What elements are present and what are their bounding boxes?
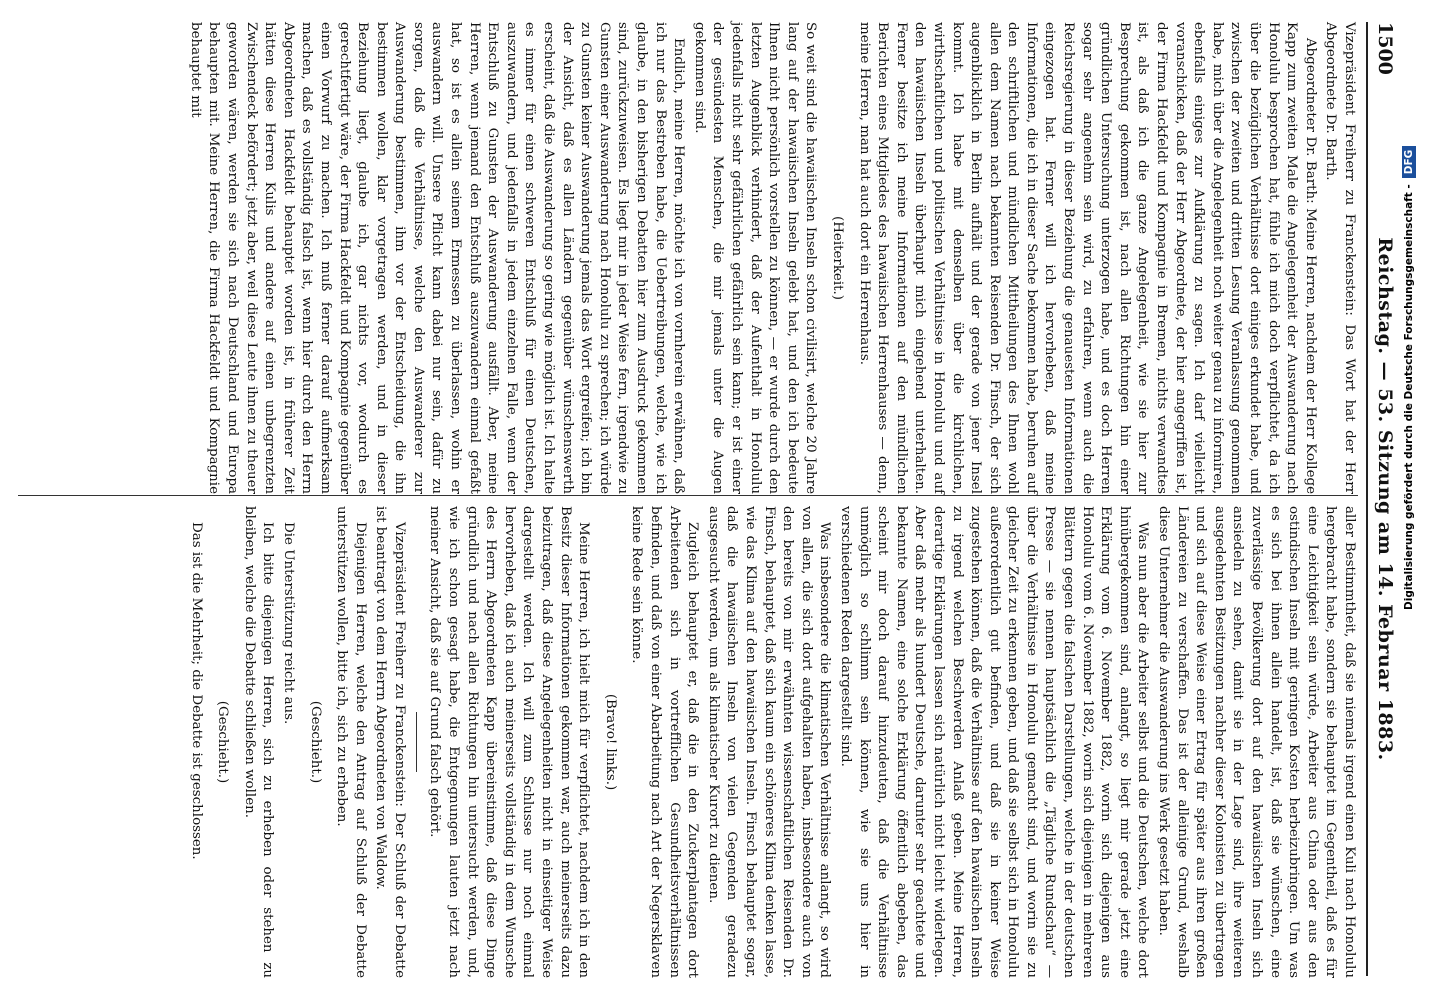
page-number: 1500: [1374, 22, 1396, 75]
paragraph: aller Bestimmtheit, daß sie niemals irgend einen Kuli nach Honolulu hergebracht habe, sondern sie behauptet im Gegentheil, daß es für eine Leichtigkeit sein würde, Arbeiter aus China oder aus den ostindischen Inseln mit geringen Kosten herbeizubringen. Um was es sich bei ihnen allein handelt, ist, daß sie wünschen, eine zuverlässige Bevölkerung dort auf den hawaiischen Inseln sich ansiedeln zu sehen, damit sie in der Lage sind, ihre weiteren ausgedehnten Besitzungen nachher dieser Kolonisten zu übertragen und sich auf diese Weise einer Ertrag für später aus ihren großen Ländereien zu verschaffen. Das ist der alleinige Grund, weshalb diese Unternehmer die Auswanderung ins Werk gesetzt haben.: [1156, 506, 1357, 978]
paragraph: So weit sind die hawaiischen Inseln schon civilisirt, welche 20 Jahre lang auf der hawaiischen Inseln gelebt hat, und den ich bedeute Ihnen nicht persönlich vorstellen zu können, — er wurde durch den letzten Augenblick verhindert, daß der Aufenthalt in Honolulu jedenfalls nicht sehr gefährlichen gefährlich sein kann; er ist einer der gesündesten Menschen, die mir jemals unter die Augen gekommen sind.: [691, 22, 819, 494]
paragraph: Vizepräsident Freiherr zu Franckenstein: Das Wort hat der Herr Abgeordnete Dr. Barth.: [1323, 22, 1357, 494]
section-rule: [416, 712, 417, 772]
paragraph: Ich bitte diejenigen Herren, sich zu erheben oder stehen zu bleiben, welche die Debatte schließen wollen.: [241, 506, 276, 978]
column-divider: [18, 495, 1358, 496]
interjection: (Geschieht.): [307, 700, 323, 784]
paragraph: Meine Herren, ich hielt mich für verpflichtet, nachdem ich in den Besitz dieser Informationen gekommen war, auch meinerseits dazu beizutragen, daß diese Angelegenheiten nicht in einseitiger Weise dargestellt werden. Ich will zum Schlusse nur noch einmal hervorheben, daß ich auch meinerseits vollständig in dem Wunsche des Herrn Abgeordneten Kapp übereinstimme, daß diese Dinge gründlich und nach allen Richtungen hin untersucht werden, und, wie ich schon gesagt habe, die Entgegnungen lauten jetzt nach meiner Ansicht, daß sie auf Grund falsch gehört.: [427, 506, 592, 978]
paragraph: Das ist die Mehrheit; die Debatte ist geschlossen.: [188, 522, 204, 860]
paragraph: Abgeordneter Dr. Barth: Meine Herren, nachdem der Herr Kollege Kapp zum zweiten Male die Angelegenheit der Auswanderung nach Honolulu besprochen hat, fühle ich mich doch verpflichtet, da ich über die bezüglichen Verhältnisse dort einiges erkundet habe, und zwischen der zweiten und dritten Lesung Veranlassung genommen habe, mich über die Angelegenheit noch weiter genau zu informiren, ebenfalls einiges zur Aufklärung zu sagen. Ich darf vielleicht voranschicken, daß der Herr Abgeordnete, der hier angegriffen ist, der Firma Hackfeldt und Kompagnie in Bremen, nichts verwandtes ist, als daß ich die ganze Angelegenheit, wie sie hier zur Besprechung gekommen ist, nach allen Richtungen hin einer gründlichen Untersuchung unterzogen habe, und es doch Herren sogar sehr angenehm sein wird, zu erfahren, wenn auch die Reichsregierung in dieser Beziehung die genauesten Informationen eingezogen hat. Ferner will ich hervorheben, daß meine Informationen, die ich in dieser Sache bekommen habe, beruhen auf den schriftlichen und mündlichen Mittheilungen des Ihnen wohl allen dem Namen nach bekannten Reisenden Dr. Finsch, der sich augenblicklich in Berlin aufhält und der gerade von jener Insel kommt. Ich habe mit demselben über die kirchlichen, wirthschaftlichen und politischen Verhältnisse in Honolulu und auf den hawaiischen Inseln überhaupt mich eingehend unterhalten. Ferner besitze ich meine Informationen auf den mündlichen Berichten eines Mitgliedes des hawaiischen Herrenhauses — denn, meine Herren, man hat auch dort ein Herrenhaus.: [856, 22, 1318, 494]
paragraph: Zugleich behauptet er, daß die in den Zuckerplantagen dort Arbeitenden sich in vortrefflichen Gesundheitsverhältnissen befinden, und daß von einer Abarbeitung nach Art der Negersklaven keine Rede sein könne.: [629, 506, 701, 978]
right-column: [184, 506, 1358, 978]
paragraph: Was insbesondere die klimatischen Verhältnisse anlangt, so wird von allen, die sich dort aufgehalten haben, insbesondere auch von den bereits von mir erwähnten wissenschaftlichen Reisenden Dr. Finsch, behauptet, daß sich kaum ein schöneres Klima denken lasse, wie das Klima auf den hawaiischen Inseln. Finsch behauptet sogar, daß die hawaiischen Inseln von vielen Gegenden geradezu ausgesucht werden, um als klimatischer Kurort zu dienen.: [705, 506, 833, 978]
interjection: (Bravo! links.): [602, 693, 618, 791]
digitization-stamp: [1391, 10, 1427, 610]
stamp-text: Digitalisierung gefördert durch die Deutsche Forschungsgemeinschaft -: [1403, 184, 1415, 610]
paragraph: Diejenigen Herren, welche den Antrag auf Schluß der Debatte unterstützen wollen, bitte ich, sich zu erheben.: [334, 506, 368, 978]
paragraph: Endlich, meine Herren, möchte ich von vornherein erwähnen, daß ich nur das Bestreben habe, die Uebertreibungen, welche, wie ich glaube, in den bisherigen Debatten hier zum Ausdruck gekommen sind, zurückzuweisen. Es liegt mir in jeder Weise fern, irgendwie zu Gunsten einer Auswanderung nach Honolulu zu sprechen; ich würde zu Gunsten keiner Auswanderung jemals das Wort ergreifen; ich bin der Ansicht, daß es allen Ländern gegenüber wünschenswerth erscheint, daß die Auswanderung so gering wie möglich ist. Ich halte es immer für einen schweren Entschluß für einen Deutschen, auszuwandern, und jedenfalls in jedem einzelnen Falle, wenn der Entschluß zu Gunsten der Auswanderung ausfällt. Aber, meine Herren, wenn jemand den Entschluß auszuwandern einmal gefaßt hat, so ist es allein seinem Ermessen zu überlassen, wohin er auswandern will. Unsere Pflicht kann dabei nur sein, dafür zu sorgen, daß die Verhältnisse, welche den Auswanderer zur Auswanderung bestimmen, ihm vor der Entscheidung, die ihn bestimmen wollen, klar vorgetragen werden, und in dieser Beziehung liegt, glaube ich, gar nichts vor, wodurch es gerechtfertigt wäre, der Firma Hackfeldt und Kompagnie gegenüber einen Vorwurf zu machen. Ich muß ferner darauf aufmerksam machen, daß es vollständig falsch ist, wenn hier durch den Herrn Abgeordneten Hackfeldt behauptet worden ist, in früherer Zeit hätten diese Herren Kulis und andere auf einen unbegrenzten Zwischendeck befördert; jetzt aber, weil diese Leute ihnen zu theuer geworden wären, werden sie sich nach Deutschland und Europa behaupten mit. Meine Herren, die Firma Hackfeldt und Kompagnie behauptet mit: [187, 22, 687, 494]
paragraph: Was nun aber die Arbeiter selbst und die Deutschen, welche dort hinübergekommen sind, anlangt, so liegt mir gerade jetzt eine Erklärung vom 6. November 1882, worin sich diejenigen aus Honolulu vom 6. November 1882, worin sich diejenigen in mehreren Blättern gegen die falschen Darstellungen, welche in der deutschen Presse — sie nennen hauptsächlich die „Tägliche Rundschau“ — über die Verhältnisse in Honolulu gemacht sind, und worin sie zu gleicher Zeit zu erkennen geben, und daß sie selbst sich in Honolulu außerordentlich gut befinden, und daß sie in keiner Weise zugestehen können, daß die Verhältnisse auf den hawaiischen Inseln zu irgend welchen Beschwerden Anlaß geben. Meine Herren, derartige Erklärungen lassen sich natürlich nicht leicht widerlegen. Aber daß mehr als hundert Deutsche, darunter sehr geachtete und bekannte Namen, eine solche Erklärung öffentlich abgeben, das scheint mir doch darauf hinzudeuten, daß die Verhältnisse unmöglich so schlimm sein können, wie sie uns hier in verschiedenen Reden dargestellt sind.: [837, 506, 1151, 978]
running-title: Reichstag. — 53. Sitzung am 14. Februar 1883.: [1374, 237, 1396, 761]
interjection: (Geschieht.): [215, 700, 231, 784]
paragraph: Vizepräsident Freiherr zu Franckenstein: Der Schluß der Debatte ist beantragt von dem Herrn Abgeordneten von Waldow.: [373, 506, 407, 978]
dfg-logo: DFG: [1402, 146, 1416, 179]
paragraph: Die Unterstützung reicht aus.: [280, 522, 296, 725]
interjection: (Heiterkeit.): [829, 216, 845, 300]
left-column: [183, 22, 1358, 494]
